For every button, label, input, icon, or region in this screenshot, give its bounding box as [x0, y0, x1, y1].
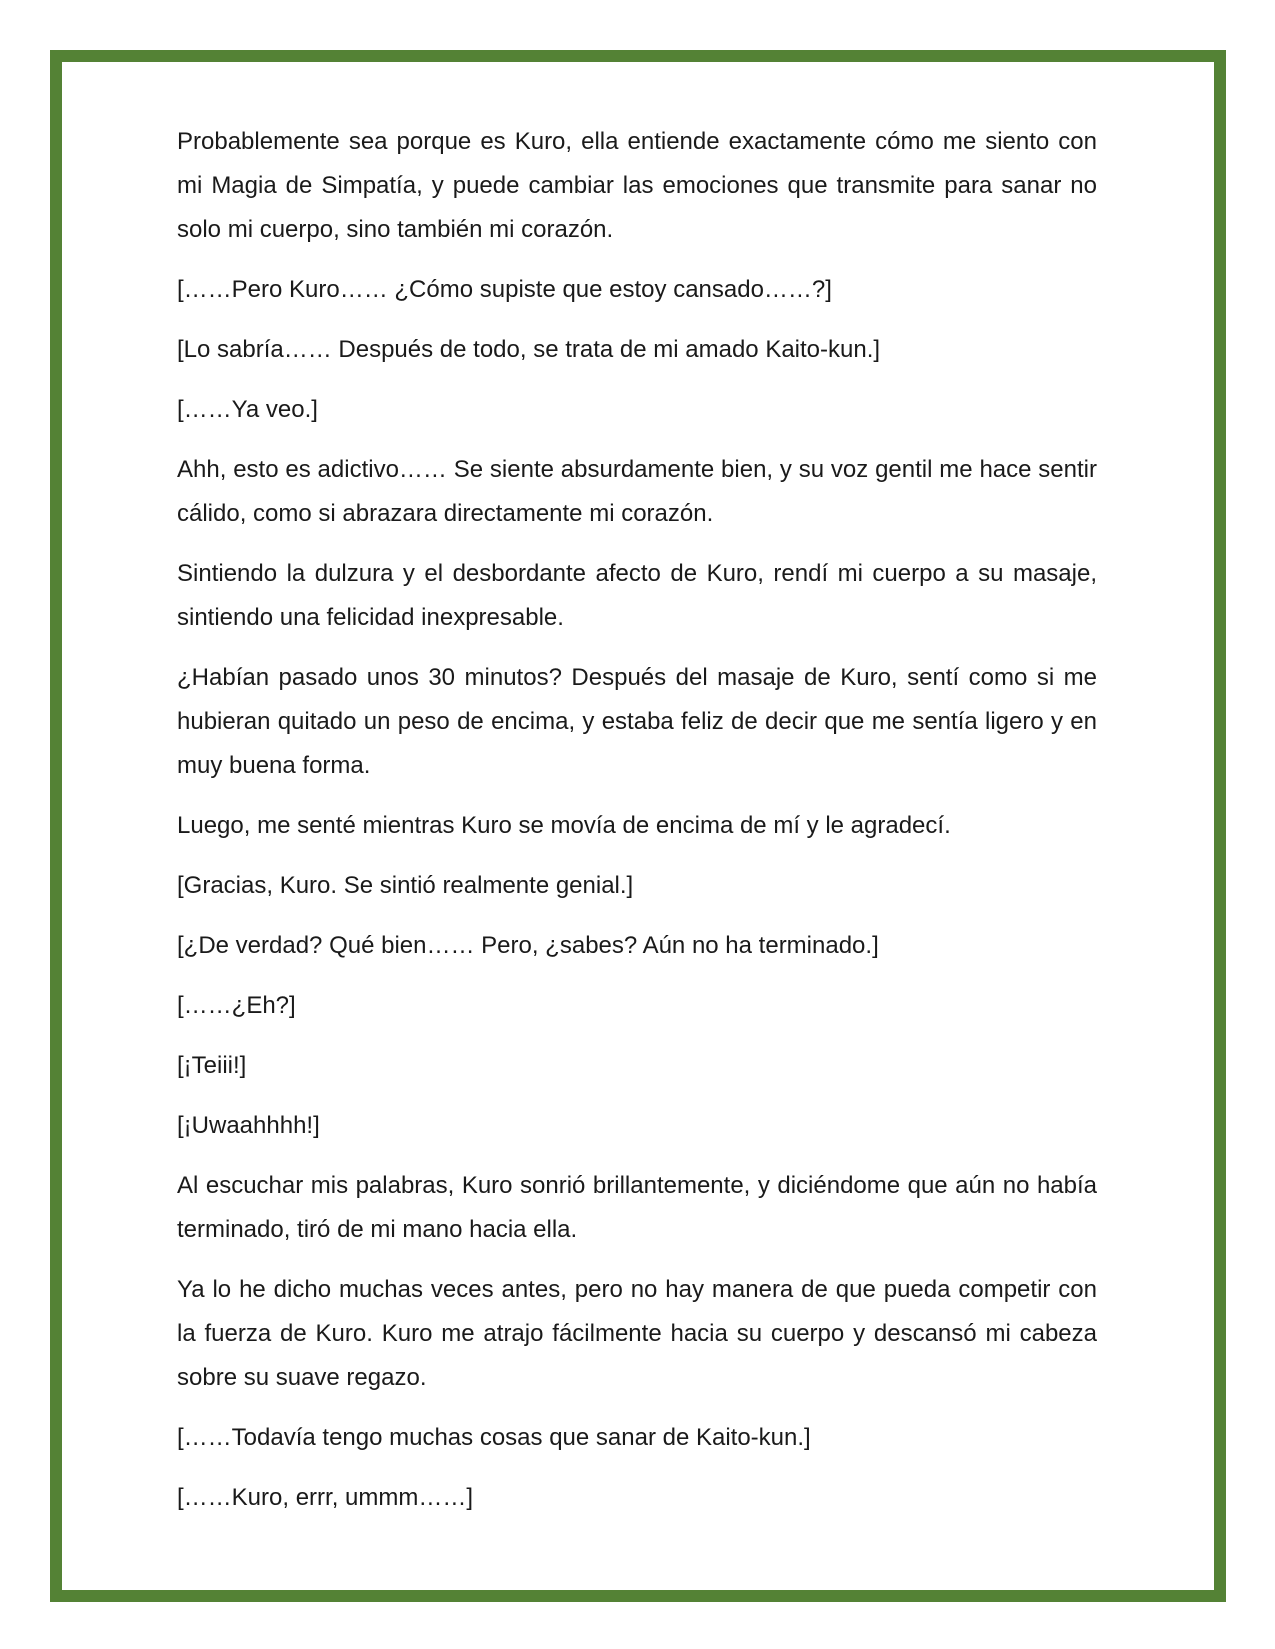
dialogue-line: [¡Uwaahhhh!] [177, 1112, 320, 1139]
document-body [177, 120, 1097, 1536]
paragraph: Luego, me senté mientras Kuro se movía de encima de mí y le agradecí. [177, 812, 951, 839]
paragraph: Probablemente sea porque es Kuro, ella entiende exactamente cómo me siento con mi Magia de Simpatía, y puede cambiar las emociones que transmite para sanar no solo mi cuerpo, sino también mi corazón. [177, 128, 1097, 243]
paragraph: Ahh, esto es adictivo…… Se siente absurdamente bien, y su voz gentil me hace sentir cálido, como si abrazara directamente mi corazón. [177, 456, 1097, 527]
dialogue-line: [……¿Eh?] [177, 992, 296, 1019]
paragraph: Sintiendo la dulzura y el desbordante afecto de Kuro, rendí mi cuerpo a su masaje, sintiendo una felicidad inexpresable. [177, 560, 1097, 631]
dialogue-line: [……Pero Kuro…… ¿Cómo supiste que estoy cansado……?] [177, 276, 832, 303]
dialogue-line: [Gracias, Kuro. Se sintió realmente genial.] [177, 872, 634, 899]
dialogue-line: [Lo sabría…… Después de todo, se trata de mi amado Kaito-kun.] [177, 336, 881, 363]
paragraph: Ya lo he dicho muchas veces antes, pero no hay manera de que pueda competir con la fuerza de Kuro. Kuro me atrajo fácilmente hacia su cuerpo y descansó mi cabeza sobre su suave regazo. [177, 1276, 1097, 1391]
dialogue-line: [……Kuro, errr, ummm……] [177, 1484, 474, 1511]
dialogue-line: [¿De verdad? Qué bien…… Pero, ¿sabes? Aún no ha terminado.] [177, 932, 879, 959]
paragraph: ¿Habían pasado unos 30 minutos? Después del masaje de Kuro, sentí como si me hubieran quitado un peso de encima, y estaba feliz de decir que me sentía ligero y en muy buena forma. [177, 664, 1097, 779]
dialogue-line: [……Todavía tengo muchas cosas que sanar de Kaito-kun.] [177, 1424, 811, 1451]
dialogue-line: [……Ya veo.] [177, 396, 318, 423]
paragraph: Al escuchar mis palabras, Kuro sonrió brillantemente, y diciéndome que aún no había terminado, tiró de mi mano hacia ella. [177, 1172, 1097, 1243]
dialogue-line: [¡Teiii!] [177, 1052, 247, 1079]
